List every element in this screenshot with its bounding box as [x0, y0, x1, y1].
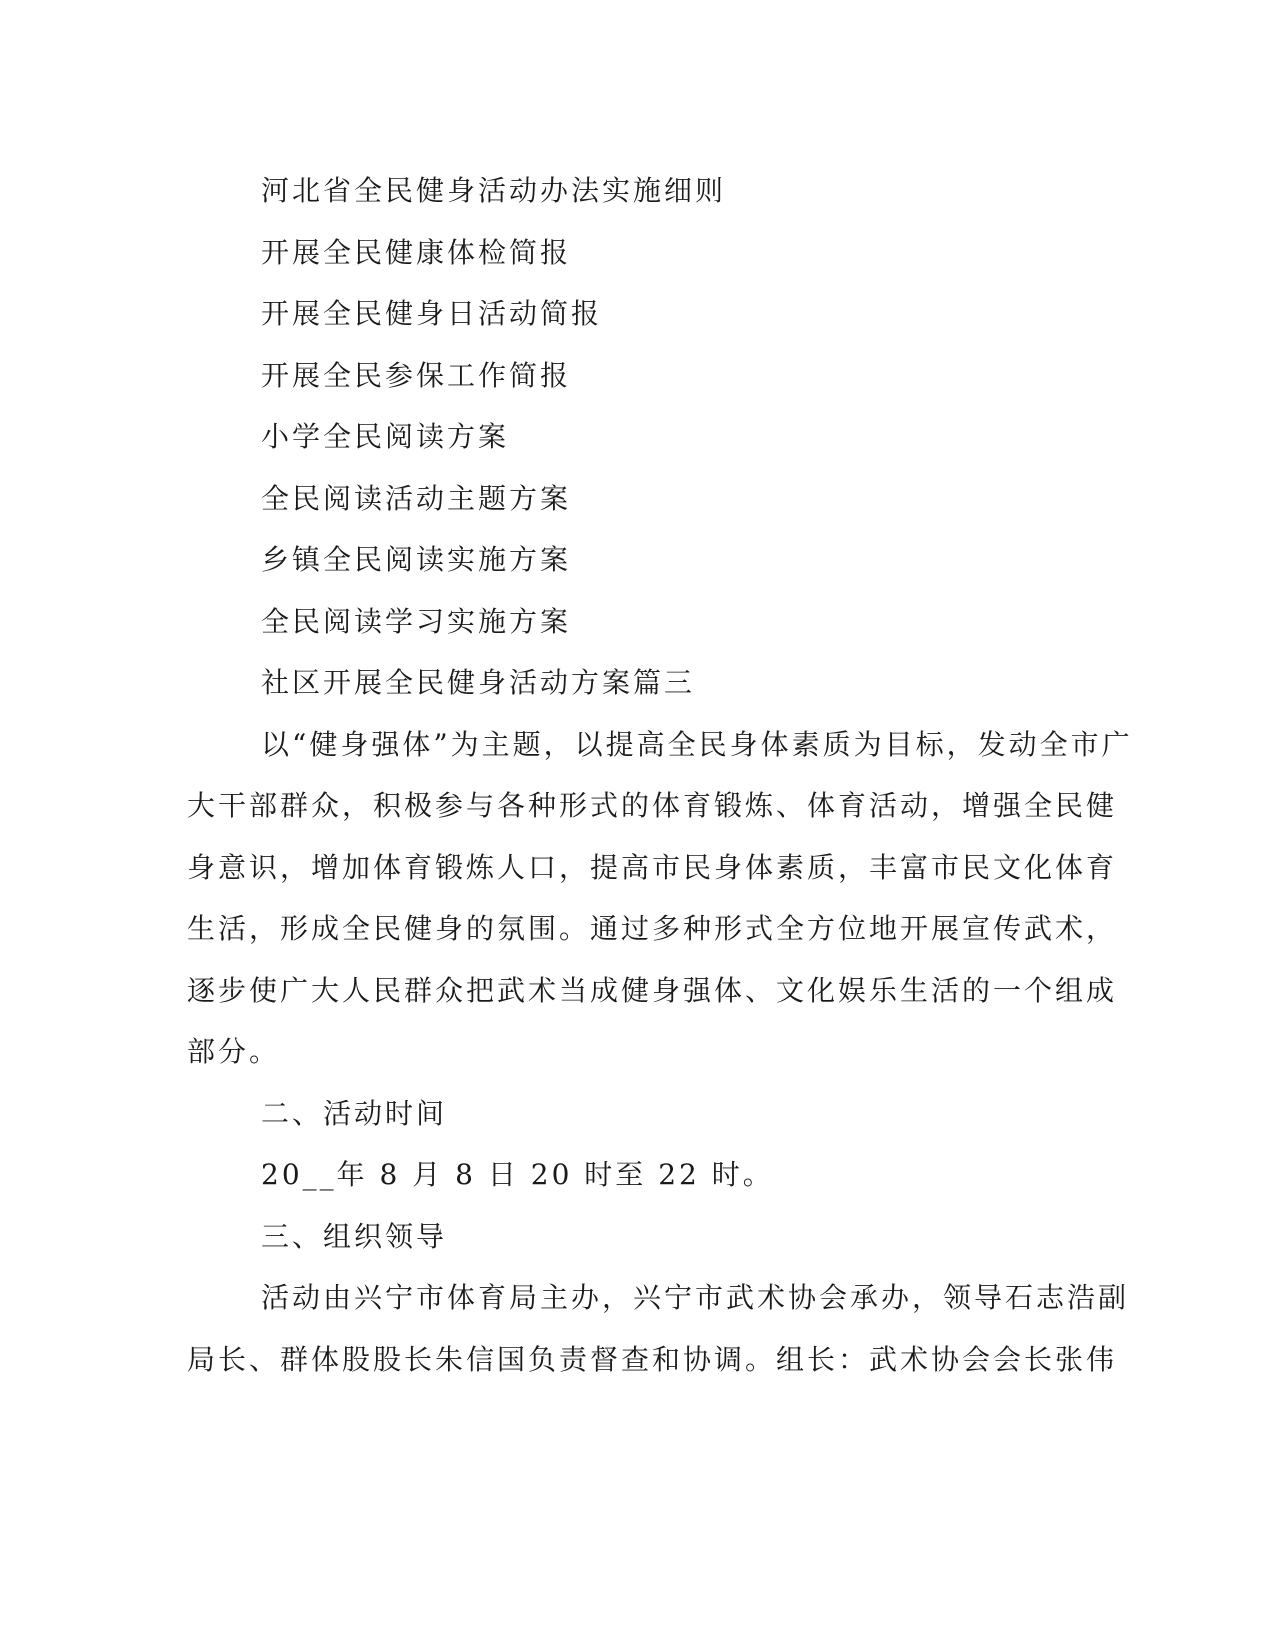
paragraph-line: 生活，形成全民健身的氛围。通过多种形式全方位地开展宣传武术， [187, 912, 1118, 945]
document-body [187, 160, 1133, 1390]
paragraph-line: 局长、群体股股长朱信国负责督查和协调。组长：武术协会会长张伟 [187, 1342, 1118, 1376]
section-title: 社区开展全民健身活动方案篇三 [261, 666, 696, 699]
list-item: 河北省全民健身活动办法实施细则 [261, 174, 727, 207]
list-item: 乡镇全民阅读实施方案 [261, 543, 572, 576]
paragraph-line: 活动由兴宁市体育局主办，兴宁市武术协会承办，领导石志浩副 [261, 1281, 1130, 1314]
list-item: 开展全民健身日活动简报 [261, 297, 603, 330]
paragraph-line: 部分。 [187, 1035, 281, 1068]
list-item: 小学全民阅读方案 [261, 420, 510, 453]
paragraph-line: 身意识，增加体育锻炼人口，提高市民身体素质，丰富市民文化体育 [187, 850, 1118, 884]
heading-organization: 三、组织领导 [261, 1219, 448, 1253]
list-item: 全民阅读学习实施方案 [261, 604, 572, 638]
paragraph-line: 逐步使广大人民群众把武术当成健身强体、文化娱乐生活的一个组成 [187, 973, 1118, 1007]
list-item: 开展全民健康体检简报 [261, 235, 572, 269]
heading-activity-time: 二、活动时间 [261, 1096, 448, 1130]
list-item: 开展全民参保工作简报 [261, 358, 572, 392]
paragraph-line: 大干部群众，积极参与各种形式的体育锻炼、体育活动，增强全民健 [187, 789, 1118, 822]
activity-time-text: 20__年 8 月 8 日 20 时至 22 时。 [261, 1158, 774, 1191]
paragraph-line: 以“健身强体”为主题，以提高全民身体素质为目标，发动全市广 [261, 727, 1133, 761]
list-item: 全民阅读活动主题方案 [261, 481, 572, 515]
